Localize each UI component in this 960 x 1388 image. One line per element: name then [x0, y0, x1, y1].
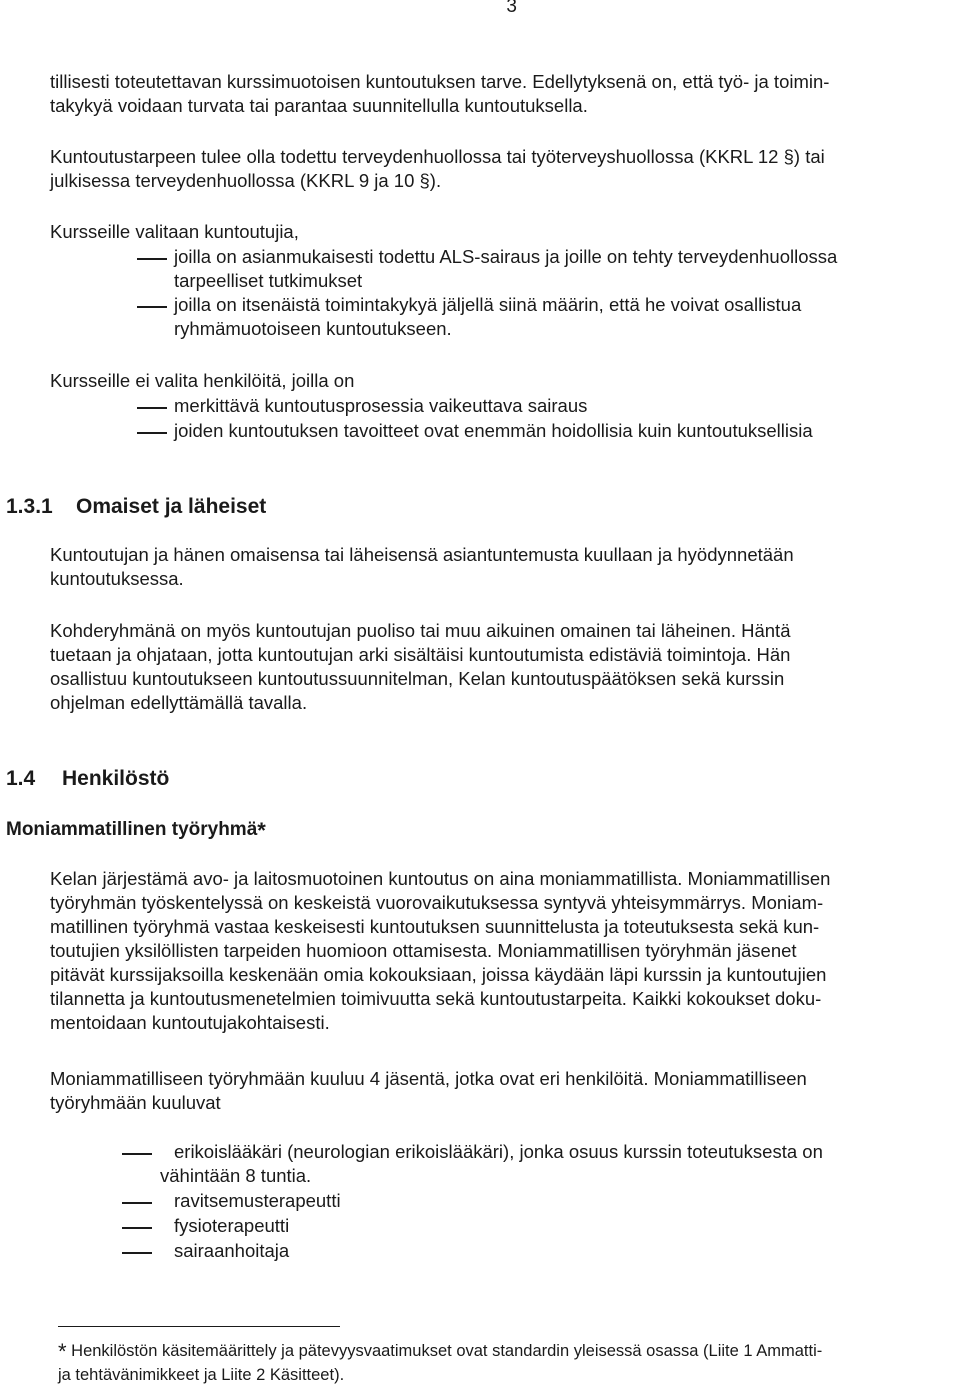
selected-item-2-line-2: ryhmämuotoiseen kuntoutukseen.	[174, 318, 452, 339]
selected-item-1-line-2: tarpeelliset tutkimukset	[174, 270, 363, 291]
dash-bullet	[137, 407, 167, 409]
section-title-131: Omaiset ja läheiset	[76, 495, 267, 518]
dash-bullet	[122, 1153, 152, 1155]
para-131-2-line-4: ohjelman edellyttämällä tavalla.	[50, 692, 308, 713]
section-title-14: Henkilöstö	[62, 767, 170, 790]
team-para-1-line-3: matillinen työryhmä vastaa keskeisesti kuntoutuksen suunnittelusta ja toteutuksesta sekä kun-	[50, 916, 820, 937]
team-para-1-line-2: työryhmän työskentelyssä on keskeistä vuorovaikutuksessa syntyvä yhteisymmärrys. Moniam-	[50, 892, 824, 913]
intro-line-2: takykyä voidaan turvata tai parantaa suunnitellulla kuntoutuksella.	[50, 95, 588, 116]
para-131-2-line-2: tuetaan ja ohjataan, jotta kuntoutujan arki sisältäisi kuntoutumista edistäviä toimintoja. Hän	[50, 644, 791, 665]
section-number-131: 1.3.1	[6, 495, 53, 518]
footnote-line-2: ja tehtävänimikkeet ja Liite 2 Käsitteet).	[58, 1366, 345, 1384]
para-131-2-line-3: osallistuu kuntoutukseen kuntoutussuunnitelman, Kelan kuntoutuspäätöksen sekä kurssin	[50, 668, 785, 689]
dash-bullet	[137, 432, 167, 434]
team-para-2-line-1: Moniammatilliseen työryhmään kuuluu 4 jäsentä, jotka ovat eri henkilöitä. Moniammatilliseen	[50, 1068, 807, 1089]
team-para-1-line-6: tilannetta ja kuntoutusmenetelmien toimivuutta sekä kuntoutustarpeita. Kaikki kokoukset doku-	[50, 988, 822, 1009]
footnote-mark: *	[58, 1339, 67, 1364]
footnote-line-1	[58, 1340, 822, 1363]
intro-line-1: tillisesti toteutettavan kurssimuotoisen kuntoutuksen tarve. Edellytyksenä on, että työ- ja toimin-	[50, 71, 830, 92]
member-1-line-1: erikoislääkäri (neurologian erikoislääkäri), jonka osuus kurssin toteutuksesta on	[174, 1141, 823, 1162]
member-4: sairaanhoitaja	[174, 1240, 290, 1261]
para-131-2-line-1: Kohderyhmänä on myös kuntoutujan puoliso tai muu aikuinen omainen tai läheinen. Häntä	[50, 620, 791, 641]
member-2: ravitsemusterapeutti	[174, 1190, 341, 1211]
selected-item-2-line-1: joilla on itsenäistä toimintakykyä jäljellä siinä määrin, että he voivat osallistua	[174, 294, 802, 315]
dash-bullet	[137, 258, 167, 260]
subsection-title	[6, 818, 266, 843]
subsection-title-text: Moniammatillinen työryhmä	[6, 819, 258, 840]
member-1-line-2: vähintään 8 tuntia.	[160, 1165, 312, 1186]
dash-bullet	[122, 1202, 152, 1204]
intro-line-4: julkisessa terveydenhuollossa (KKRL 9 ja 10 §).	[50, 170, 442, 191]
footnote-separator	[58, 1326, 340, 1327]
footnote-reference: *	[257, 818, 266, 843]
excluded-item-2: joiden kuntoutuksen tavoitteet ovat enemmän hoidollisia kuin kuntoutuksellisia	[174, 420, 813, 441]
footnote-text-1: Henkilöstön käsitemäärittely ja pätevyysvaatimukset ovat standardin yleisessä osassa (Liite 1 Ammatti-	[71, 1342, 823, 1360]
team-para-1-line-4: toutujien yksilöllisten tarpeiden huomioon ottamisesta. Moniammatillisen työryhmän jäsenet	[50, 940, 797, 961]
team-para-1-line-7: mentoidaan kuntoutujakohtaisesti.	[50, 1012, 330, 1033]
section-number-14: 1.4	[6, 767, 36, 790]
dash-bullet	[122, 1227, 152, 1229]
dash-bullet	[122, 1252, 152, 1254]
intro-line-3: Kuntoutustarpeen tulee olla todettu terveydenhuollossa tai työterveyshuollossa (KKRL 12 §) tai	[50, 146, 825, 167]
para-131-1-line-1: Kuntoutujan ja hänen omaisensa tai läheisensä asiantuntemusta kuullaan ja hyödynnetään	[50, 544, 794, 565]
selected-lead: Kursseille valitaan kuntoutujia,	[50, 221, 299, 242]
member-3: fysioterapeutti	[174, 1215, 290, 1236]
dash-bullet	[137, 306, 167, 308]
team-para-1-line-1: Kelan järjestämä avo- ja laitosmuotoinen kuntoutus on aina moniammatillista. Moniammatillisen	[50, 868, 831, 889]
para-131-1-line-2: kuntoutuksessa.	[50, 568, 184, 589]
team-para-2-line-2: työryhmään kuuluvat	[50, 1092, 221, 1113]
selected-item-1-line-1: joilla on asianmukaisesti todettu ALS-sairaus ja joille on tehty terveydenhuollossa	[174, 246, 838, 267]
excluded-lead: Kursseille ei valita henkilöitä, joilla on	[50, 370, 355, 391]
excluded-item-1: merkittävä kuntoutusprosessia vaikeuttava sairaus	[174, 395, 588, 416]
page-number: 3	[506, 0, 517, 17]
team-para-1-line-5: pitävät kurssijaksoilla keskenään omia kokouksiaan, joissa käydään läpi kurssin ja kuntoutujien	[50, 964, 827, 985]
